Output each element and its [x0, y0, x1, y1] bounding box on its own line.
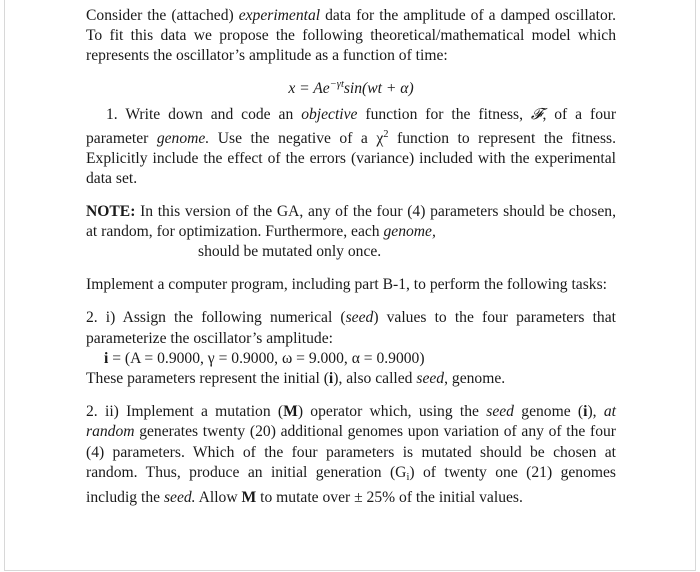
item-2ii-at-random: at random [86, 403, 616, 441]
seed-parameter-values: = (A = 0.9000, γ = 0.9000, ω = 9.000, α = 0.9000) [108, 349, 425, 367]
chi-squared-exponent: 2 [383, 129, 389, 141]
fitness-symbol: 𝓕 [530, 105, 543, 123]
item-2ii-seed-2: seed. [163, 489, 196, 507]
note-paragraph [86, 202, 616, 242]
equation-rhs: sin(wt + α) [343, 79, 414, 97]
note-text-b: should be mutated only once. [198, 243, 382, 261]
note-genome: genome, [383, 222, 436, 240]
item-2ii-text-b: ) operator which, using the [297, 403, 487, 421]
mutation-symbol: M [283, 403, 298, 421]
item-1-objective: objective [301, 105, 358, 123]
item-2ii-text-a: 2. ii) Implement a mutation ( [86, 403, 284, 421]
note-continuation [86, 242, 616, 262]
item-2ii-text-e: generates twenty (20) additional genomes upon variation of any of the four (4) parameters. Which of the four parameters is mutated should be chosen at random. Thus, produce an initial generation (G [86, 423, 616, 481]
item-2i-closing [86, 369, 616, 389]
item-2i-initial-symbol: i [328, 370, 334, 388]
document-body [86, 6, 616, 508]
implement-paragraph [86, 275, 616, 295]
item-2i-text-d: ), also called [333, 370, 417, 388]
item-2ii-text-f: ) of twenty one (21) genomes includig the [86, 463, 617, 507]
mutation-symbol-2: M [241, 489, 257, 507]
item-2ii-initial-symbol: i [583, 403, 588, 421]
seed-parameters-line [86, 349, 616, 369]
note-text-a: In this version of the GA, any of the four (4) parameters should be chosen, at random, for optimization. Furthermore, each [86, 202, 616, 240]
intro-emphasis: experimental [238, 7, 321, 24]
item-1-text-d: Use the negative of a χ [209, 130, 384, 148]
intro-text-1: Consider the (attached) [86, 7, 239, 24]
item-2i-seed-2: seed [416, 370, 445, 388]
item-2ii-paragraph [86, 402, 616, 508]
item-2ii-text-c: genome ( [513, 403, 584, 421]
item-2ii-seed: seed [486, 403, 514, 421]
implement-text: Implement a computer program, including part B-1, to perform the following tasks: [86, 276, 607, 294]
intro-text-2: data for the amplitude of a damped oscillator. To fit this data we propose the following theoretical/mathematical model which represents the oscillator’s amplitude as a function of time: [86, 7, 616, 65]
item-1-text-a: 1. Write down and code an [106, 105, 302, 123]
amplitude-equation [86, 75, 616, 99]
item-2i-seed: seed [345, 309, 374, 327]
item-2ii-text-d: ), [587, 403, 604, 421]
item-2i-text-e: , genome. [444, 370, 506, 388]
item-2ii-text-g: Allow [195, 489, 242, 507]
equation-exponent: −γt [329, 78, 344, 90]
item-2i-text-b: ) values to the four parameters that parameterize the oscillator’s amplitude: [86, 309, 616, 347]
item-2i-paragraph [86, 308, 616, 348]
intro-paragraph [86, 6, 616, 67]
item-2ii-text-h: to mutate over ± 25% of the initial values. [256, 489, 523, 507]
note-label: NOTE: [86, 202, 136, 220]
item-1-text-c: , of a four parameter [86, 105, 617, 148]
item-1-genome: genome. [156, 130, 210, 148]
item-1-text-b: function for the fitness, [357, 105, 531, 123]
item-2i-text-a: 2. i) Assign the following numerical ( [86, 309, 346, 327]
item-1-paragraph [86, 105, 616, 190]
generation-subscript: i [406, 471, 410, 483]
item-1-text-e: function to represent the fitness. Explicitly include the effect of the errors (variance) included with the experimental data set. [86, 130, 616, 188]
equation-lhs: x = Ae [288, 79, 330, 97]
seed-genome-symbol: i [104, 349, 109, 367]
item-2i-text-c: These parameters represent the initial ( [86, 370, 329, 388]
